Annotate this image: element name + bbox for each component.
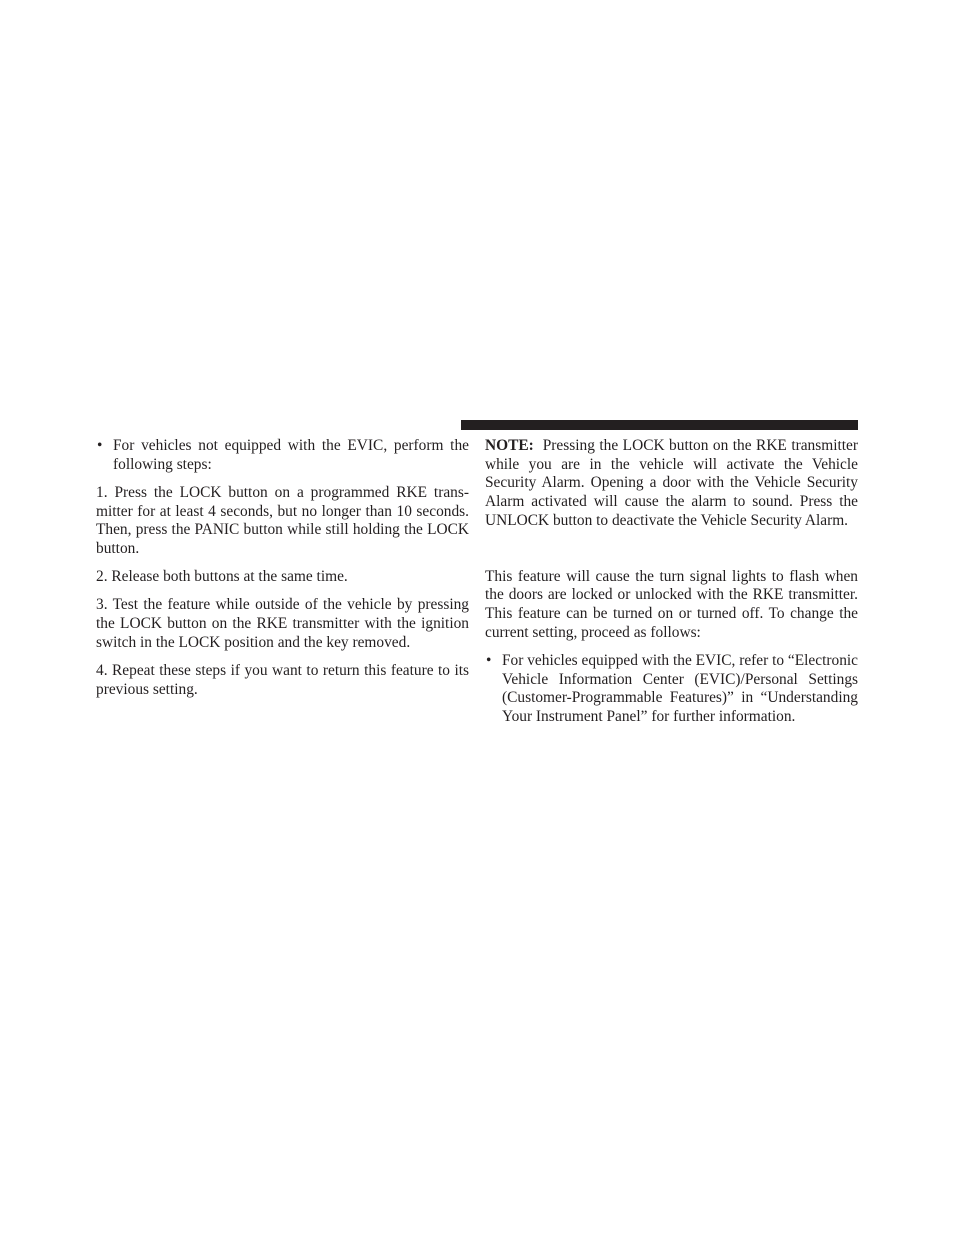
section-header-bar (461, 420, 858, 430)
bullet-item-evic-equipped (485, 652, 858, 727)
step-3: 3. Test the feature while outside of the vehicle by pressing the LOCK button on the RKE transmitter with the ignition switch in the LOCK position and the key removed. (96, 596, 469, 651)
step-2: 2. Release both buttons at the same time. (96, 568, 348, 586)
bullet-glyph: • (486, 651, 492, 669)
bullet-text: For vehicles equipped with the EVIC, refer to “Electronic Vehicle Information Center (EVIC)/Personal Settings (Customer-Programmable Features)” in “Understanding Your Instrument Panel” for further information. (502, 651, 858, 725)
step-1: 1. Press the LOCK button on a programmed RKE transmitter for at least 4 seconds, but no longer than 10 seconds. Then, press the PANIC button while still holding the LOCK button. (96, 483, 469, 558)
note-label: NOTE: (485, 437, 534, 454)
note-text: Pressing the LOCK button on the RKE transmitter while you are in the vehicle will activate the Vehicle Security Alarm. Opening a door with the Vehicle Security Alarm activated will cause the alarm to sound. Press the UNLOCK button to deactivate the Vehicle Security Alarm. (485, 437, 858, 529)
left-column (96, 437, 469, 699)
step-4: 4. Repeat these steps if you want to return this feature to its previous setting. (96, 662, 469, 698)
turn-signal-paragraph: This feature will cause the turn signal lights to flash when the doors are locked or unlocked with the RKE transmitter. This feature can be turned on or turned off. To change the current setting, proceed as follows: (485, 567, 858, 641)
bullet-item-evic-not-equipped (96, 437, 469, 474)
right-column (485, 437, 858, 727)
bullet-glyph: • (97, 437, 103, 454)
bullet-text: For vehicles not equipped with the EVIC, perform the following steps: (113, 437, 469, 473)
note-paragraph (485, 437, 858, 531)
